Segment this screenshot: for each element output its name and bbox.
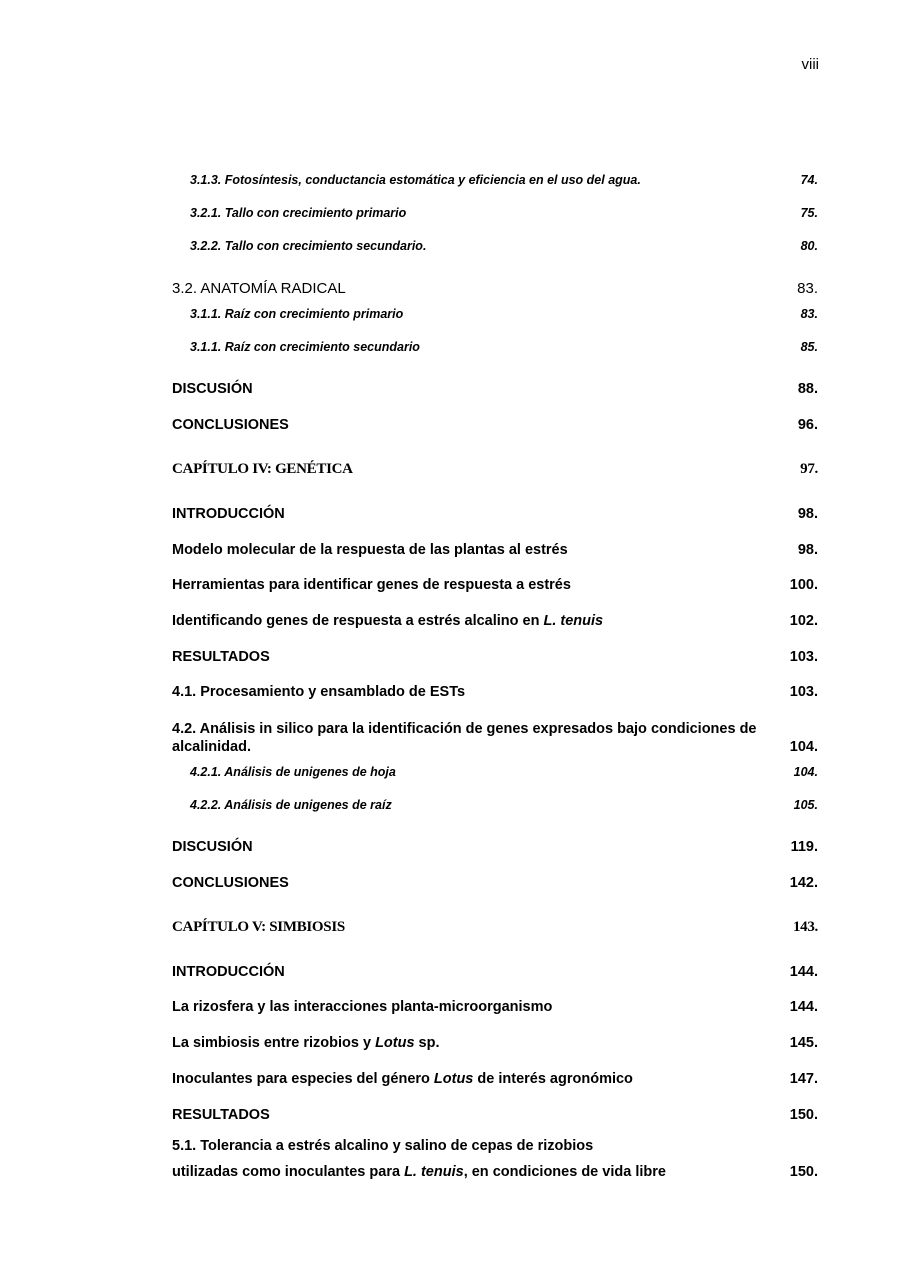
toc-entry[interactable] — [172, 381, 818, 397]
toc-chapter[interactable] — [172, 919, 818, 936]
toc-entry-page: 150. — [789, 1107, 818, 1123]
toc-entry-title: 4.2.2. Análisis de unigenes de raíz — [190, 798, 392, 812]
toc-entry-page: 144. — [789, 964, 818, 980]
toc-entry[interactable] — [190, 798, 818, 812]
toc-entry-page: 150. — [789, 1164, 818, 1180]
toc-entry[interactable] — [172, 1035, 818, 1051]
toc-entry-title: DISCUSIÓN — [172, 381, 253, 397]
toc-entry-page: 147. — [789, 1071, 818, 1087]
toc-entry-page: 144. — [789, 999, 818, 1015]
toc-entry[interactable] — [172, 1133, 818, 1185]
toc-entry[interactable] — [172, 577, 818, 593]
toc-entry-page: 104. — [793, 765, 818, 779]
toc-entry[interactable] — [172, 417, 818, 433]
toc-entry-title: CONCLUSIONES — [172, 875, 289, 891]
toc-entry-title: 4.2. Análisis in silico para la identificación de genes expresados bajo condiciones de — [172, 721, 757, 737]
toc-entry-title: RESULTADOS — [172, 1107, 270, 1123]
toc-entry[interactable] — [172, 1107, 818, 1123]
toc-entry[interactable] — [172, 280, 818, 297]
toc-entry-title: 3.1.3. Fotosíntesis, conductancia estomática y eficiencia en el uso del agua. — [190, 173, 641, 187]
toc-entry-title: 4.1. Procesamiento y ensamblado de ESTs — [172, 684, 466, 700]
toc-chapter[interactable] — [172, 461, 818, 478]
toc-entry-page: 83. — [797, 280, 818, 297]
toc-entry[interactable] — [172, 999, 818, 1015]
toc-entry-page: 100. — [789, 577, 818, 593]
toc-entry-title: INTRODUCCIÓN — [172, 964, 285, 980]
toc-entry[interactable] — [190, 206, 818, 220]
toc-entry[interactable] — [172, 964, 818, 980]
toc-entry[interactable] — [172, 875, 818, 891]
toc-entry-page: 88. — [797, 381, 818, 397]
toc-entry-page: 75. — [800, 206, 818, 220]
toc-entry-title: 3.2.1. Tallo con crecimiento primario — [190, 206, 407, 220]
toc-entry-page: 142. — [789, 875, 818, 891]
toc-entry-title: 3.2.2. Tallo con crecimiento secundario. — [190, 239, 427, 253]
toc-entry-title-cont: utilizadas como inoculantes para L. tenuis, en condiciones de vida libre — [172, 1164, 666, 1180]
toc-chapter-title: CAPÍTULO IV: GENÉTICA — [172, 461, 353, 477]
toc-entry-page: 96. — [797, 417, 818, 433]
toc-chapter-title: CAPÍTULO V: SIMBIOSIS — [172, 919, 345, 935]
toc-entry-title: INTRODUCCIÓN — [172, 506, 285, 522]
toc-entry-title: RESULTADOS — [172, 649, 270, 665]
toc-entry-page: 80. — [800, 239, 818, 253]
toc-entry-title: 3.1.1. Raíz con crecimiento secundario — [190, 340, 420, 354]
toc-entry[interactable] — [190, 765, 818, 779]
toc-entry[interactable] — [172, 1071, 818, 1087]
toc-entry[interactable] — [172, 684, 818, 700]
toc-entry-title: 4.2.1. Análisis de unigenes de hoja — [190, 765, 396, 779]
toc-entry-title: 3.1.1. Raíz con crecimiento primario — [190, 307, 404, 321]
page-number: viii — [801, 56, 819, 73]
toc-entry[interactable] — [172, 649, 818, 665]
toc-entry-title: Herramientas para identificar genes de respuesta a estrés — [172, 577, 571, 593]
toc-entry-page: 98. — [797, 506, 818, 522]
toc-entry-page: 97. — [800, 461, 818, 477]
toc-entry[interactable] — [172, 542, 818, 558]
toc-entry-title: Identificando genes de respuesta a estrés alcalino en L. tenuis — [172, 613, 604, 629]
toc-entry-page: 74. — [800, 173, 818, 187]
toc-entry[interactable] — [190, 307, 818, 321]
toc-entry-title: 3.2. ANATOMÍA RADICAL — [172, 280, 346, 297]
toc-entry-title: DISCUSIÓN — [172, 839, 253, 855]
toc-entry-page: 85. — [800, 340, 818, 354]
toc-entry-page: 143. — [792, 919, 818, 935]
toc-entry-page: 102. — [789, 613, 818, 629]
toc-entry-page: 119. — [790, 839, 818, 855]
toc-entry-page: 98. — [797, 542, 818, 558]
toc-entry-page: 104. — [789, 739, 818, 755]
toc-entry-title: La simbiosis entre rizobios y Lotus sp. — [172, 1035, 440, 1051]
toc-entry-title: La rizosfera y las interacciones planta-microorganismo — [172, 999, 553, 1015]
toc-entry[interactable] — [190, 173, 818, 187]
toc-entry-title: Modelo molecular de la respuesta de las plantas al estrés — [172, 542, 568, 558]
toc-entry[interactable] — [172, 839, 818, 855]
toc-entry[interactable] — [190, 340, 818, 354]
toc-entry-page: 103. — [789, 649, 818, 665]
toc-entry-page: 103. — [789, 684, 818, 700]
toc-entry-title: Inoculantes para especies del género Lotus de interés agronómico — [172, 1071, 633, 1087]
toc-entry-title: CONCLUSIONES — [172, 417, 289, 433]
toc-entry-title-cont: alcalinidad. — [172, 739, 251, 755]
toc-entry[interactable] — [190, 239, 818, 253]
toc-entry[interactable] — [172, 506, 818, 522]
toc-entry-title: 5.1. Tolerancia a estrés alcalino y salino de cepas de rizobios — [172, 1138, 594, 1154]
toc-entry-page: 145. — [789, 1035, 818, 1051]
toc-entry-page: 105. — [793, 798, 818, 812]
toc-entry-page: 83. — [800, 307, 818, 321]
toc-entry[interactable] — [172, 720, 818, 756]
toc-entry[interactable] — [172, 613, 818, 629]
